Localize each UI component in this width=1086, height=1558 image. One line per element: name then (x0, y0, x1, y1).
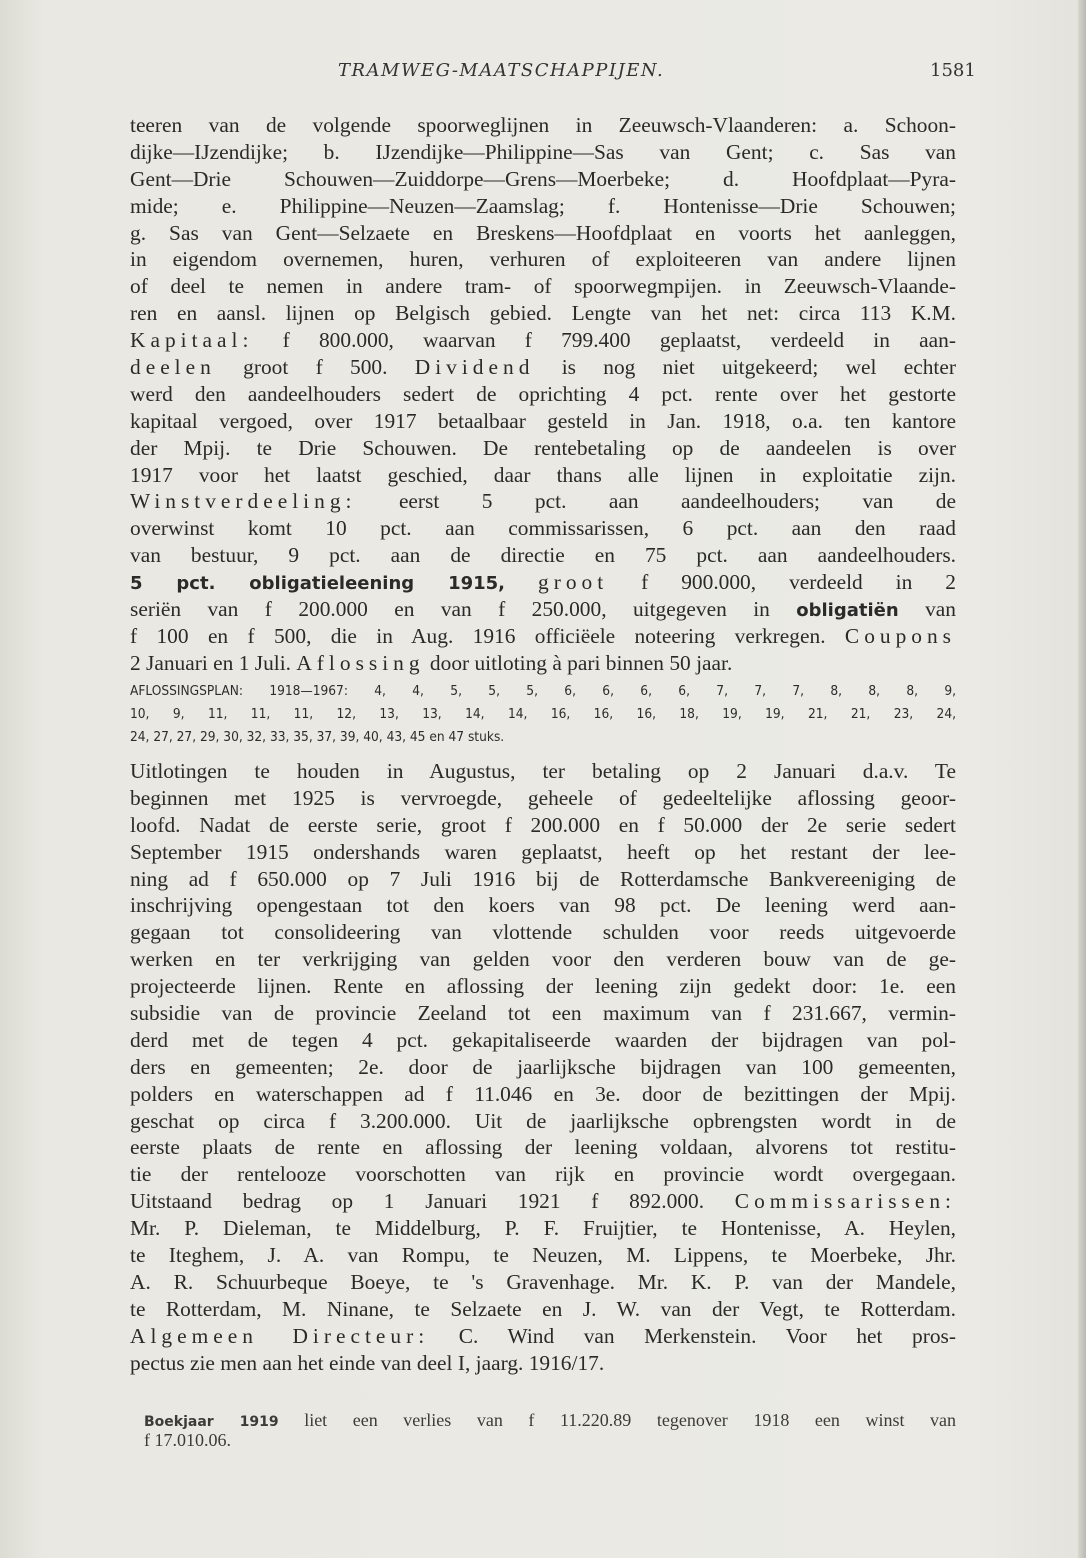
directeur-line (130, 1323, 956, 1350)
directeur-text: C. Wind van Merkenstein. Voor het pros- (458, 1323, 956, 1348)
text-line: inschrijving opengestaan tot den koers van 98 pct. De leening werd aan- (130, 893, 956, 918)
text-line: derd met de tegen 4 pct. gekapitaliseerde waarden der bijdragen van pol- (130, 1027, 956, 1052)
coupons-line (130, 623, 956, 650)
aflossingsplan-table (130, 680, 956, 749)
text-line: werd den aandeelhouders sedert de oprichting 4 pct. rente over het gestorte (130, 381, 956, 406)
text-line: A. R. Schuurbeque Boeye, te 's Gravenhage. Mr. K. P. van der Mandele, (130, 1269, 956, 1294)
text-line: te Rotterdam, M. Ninane, te Selzaete en J. W. van der Vegt, te Rotterdam. (130, 1296, 956, 1321)
text-line: of deel te nemen in andere tram- of spoorwegmpijen. in Zeeuwsch-Vlaande- (130, 274, 956, 299)
text-line: kapitaal vergoed, over 1917 betaalbaar gesteld in Jan. 1918, o.a. ten kantore (130, 408, 956, 433)
text-line: September 1915 ondershands waren geplaatst, heeft op het restant der lee- (130, 839, 956, 864)
main-text-block-2 (130, 758, 956, 1376)
text-line: tie der rentelooze voorschotten van rijk en provincie wordt overgegaan. (130, 1162, 956, 1187)
winstverdeeling-label: Winstverdeeling: (130, 489, 357, 514)
dividend-label: Dividend (414, 355, 535, 380)
main-text-block (130, 112, 956, 677)
kapitaal-text: f 800.000, waarvan f 799.400 geplaatst, verdeeld in aan- (282, 328, 956, 353)
text-line: gegaan tot consolideering van vlottende schulden voor reeds uitgevoerde (130, 920, 956, 945)
text-line: ren en aansl. lijnen op Belgisch gebied. Lengte van het net: circa 113 K.M. (130, 301, 956, 326)
text-line: g. Sas van Gent—Selzaete en Breskens—Hoofdplaat en voorts het aanleggen, (130, 220, 956, 245)
aandeelen-label: deelen (130, 355, 216, 380)
uitstaand-text: Uitstaand bedrag op 1 Januari 1921 f 892.000. (130, 1189, 705, 1214)
boekjaar-text: liet een verlies van f 11.220.89 tegenover 1918 een winst van (304, 1410, 957, 1430)
kapitaal-label: Kapitaal: (130, 328, 254, 353)
text-line: projecteerde lijnen. Rente en aflossing der leening zijn gedekt door: 1e. een (130, 974, 956, 999)
text-line: loofd. Nadat de eerste serie, groot f 200.000 en f 50.000 der 2e serie sedert (130, 812, 956, 837)
text-line: geschat op circa f 3.200.000. Uit de jaarlijksche opbrengsten wordt in de (130, 1108, 956, 1133)
aandeelen-text: groot f 500. (243, 355, 388, 380)
text-line: Uitlotingen te houden in Augustus, ter betaling op 2 Januari d.a.v. Te (130, 759, 956, 783)
text-line: te Iteghem, J. A. van Rompu, te Neuzen, M. Lippens, te Moerbeke, Jhr. (130, 1243, 956, 1268)
obligatie-text: f 100 en f 500, die in Aug. 1916 officiëele noteering verkregen. (130, 623, 826, 648)
winst-text: eerst 5 pct. aan aandeelhouders; van de (398, 489, 956, 514)
text-line: van bestuur, 9 pct. aan de directie en 75 pct. aan aandeelhouders. (130, 543, 956, 568)
text-line: dijke—IJzendijke; b. IJzendijke—Philippine—Sas van Gent; c. Sas van (130, 139, 956, 164)
page-edge-shadow (1078, 0, 1086, 1558)
text-line: mide; e. Philippine—Neuzen—Zaamslag; f. Hontenisse—Drie Schouwen; (130, 193, 956, 218)
text-line: 1917 voor het laatst geschied, daar thans alle lijnen in exploitatie zijn. (130, 462, 956, 487)
running-header-title: TRAMWEG-MAATSCHAPPIJEN. (338, 60, 665, 81)
groot-label: groot (538, 570, 609, 595)
boekjaar-line: f 17.010.06. (144, 1430, 231, 1450)
text-line: Gent—Drie Schouwen—Zuiddorpe—Grens—Moerbeke; d. Hoofdplaat—Pyra- (130, 166, 956, 191)
text-line: werken en ter verkrijging van gelden voor den verderen bouw van de ge- (130, 947, 956, 972)
kapitaal-line (130, 327, 956, 354)
boekjaar-line (144, 1410, 956, 1430)
commissarissen-label: Commissarissen: (734, 1189, 956, 1214)
coupon-dates: 2 Januari en 1 Juli. (130, 650, 291, 675)
text-line: ders en gemeenten; 2e. door de jaarlijksche bijdragen van 100 gemeenten, (130, 1054, 956, 1079)
aflossing-text: door uitloting à pari binnen 50 jaar. (429, 650, 733, 675)
text-line: Mr. P. Dieleman, te Middelburg, P. F. Fruijtier, te Hontenisse, A. Heylen, (130, 1216, 956, 1241)
aflossing-label: Aflossing (296, 650, 425, 675)
boekjaar-heading: Boekjaar 1919 (144, 1414, 279, 1430)
obligatie-text: seriën van f 200.000 en van f 250.000, uitgegeven in (130, 597, 770, 622)
aflossingsplan-line: 24, 27, 27, 29, 30, 32, 33, 35, 37, 39, 40, 43, 45 en 47 stuks. (130, 729, 505, 745)
commissarissen-line (130, 1188, 956, 1215)
obligatie-text: van (925, 597, 956, 622)
aflossingsplan-line: AFLOSSINGSPLAN: 1918—1967: 4, 4, 5, 5, 5, 6, 6, 6, 6, 7, 7, 7, 8, 8, 8, 9, (130, 683, 956, 699)
text-line: beginnen met 1925 is vervroegde, geheele of gedeeltelijke aflossing geoor- (130, 785, 956, 810)
coupons-label: Coupons (844, 623, 956, 648)
text-line: overwinst komt 10 pct. aan commissarissen, 6 pct. aan den raad (130, 516, 956, 541)
text-line: eerste plaats de rente en aflossing der leening voldaan, alvorens tot restitu- (130, 1135, 956, 1160)
obligatie-line (130, 596, 956, 623)
dividend-text: is nog niet uitgekeerd; wel echter (561, 355, 956, 380)
text-line: der Mpij. te Drie Schouwen. De rentebetaling op de aandeelen is over (130, 435, 956, 460)
directeur-label: Algemeen Directeur: (130, 1323, 430, 1348)
text-line: pectus zie men aan het einde van deel I, jaarg. 1916/17. (130, 1350, 605, 1375)
text-line: subsidie van de provincie Zeeland tot een maximum van f 231.667, vermin- (130, 1001, 956, 1026)
text-line: in eigendom overnemen, huren, verhuren of exploiteeren van andere lijnen (130, 247, 956, 272)
page-number: 1581 (930, 60, 976, 81)
aflossing-line (130, 650, 956, 677)
text-line: ning ad f 650.000 op 7 Juli 1916 bij de Rotterdamsche Bankvereeniging de (130, 866, 956, 891)
obligatie-heading: 5 pct. obligatieleening 1915, (130, 573, 506, 595)
text-line: teeren van de volgende spoorweglijnen in Zeeuwsch-Vlaanderen: a. Schoon- (130, 113, 956, 137)
obligatie-text: f 900.000, verdeeld in 2 (641, 570, 956, 595)
obligatien-heading: obligatiën (796, 600, 899, 622)
winst-line (130, 488, 956, 515)
text-line: polders en waterschappen ad f 11.046 en 3e. door de bezittingen der Mpij. (130, 1081, 956, 1106)
obligatie-line (130, 569, 956, 596)
boekjaar-block (144, 1410, 956, 1450)
aflossingsplan-line: 10, 9, 11, 11, 11, 12, 13, 13, 14, 14, 16, 16, 16, 18, 19, 19, 21, 21, 23, 24, (130, 706, 956, 722)
dividend-line (130, 354, 956, 381)
